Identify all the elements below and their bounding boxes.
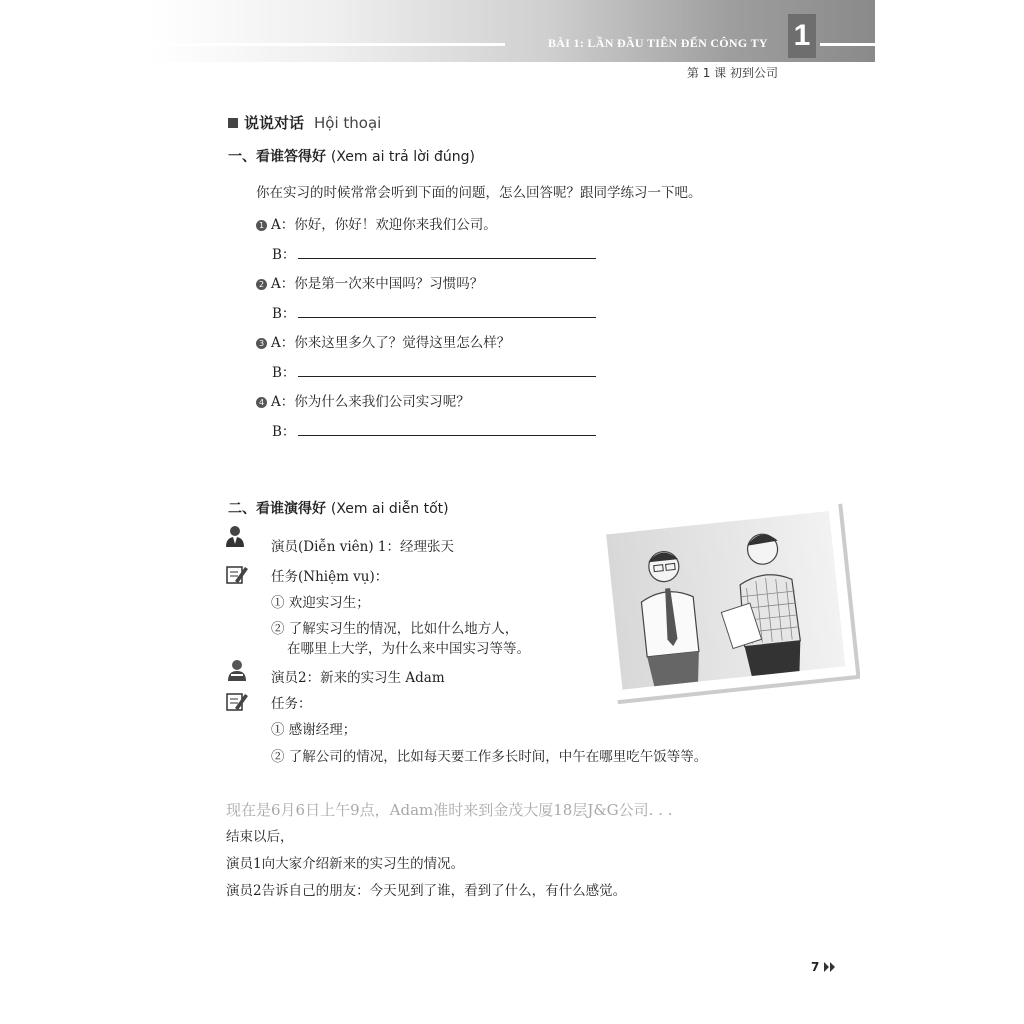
answer-line-2[interactable] [298,317,596,318]
question-4 [256,390,470,410]
part1-heading-vi: (Xem ai trả lời đúng) [330,149,475,165]
section-title [228,112,381,133]
next-arrows-icon [824,961,836,975]
number-circle-icon: 2 [256,279,267,290]
task1-item-1: ① 欢迎实习生； [271,595,370,611]
question-text: A：你好，你好！欢迎你来我们公司。 [271,217,497,233]
scenario-line-3: 演员2告诉自己的朋友：今天见到了谁，看到了什么，有什么感觉。 [226,883,627,899]
actor2-icon [226,658,248,680]
task2-item-1: ① 感谢经理； [271,722,357,738]
part2-heading-vi: (Xem ai diễn tốt) [330,501,449,517]
task1-item-2-cont: 在哪里上大学，为什么来中国实习等等。 [287,641,530,657]
task1-item-2: ② 了解实习生的情况，比如什么地方人， [271,621,519,637]
task1-label: 任务(Nhiệm vụ)： [271,569,389,585]
number-circle-icon: 4 [256,397,267,408]
answer-line-3[interactable] [298,376,596,377]
page-number-text: 7 [811,960,820,974]
answer-label-1: B： [272,247,296,263]
task2-label: 任务： [271,696,312,712]
section-title-zh: 说说对话 [244,114,305,132]
section-square-icon [228,118,238,128]
question-1 [256,213,497,233]
scenario-line-1: 结束以后， [226,829,294,845]
lesson-title: BÀI 1: LẦN ĐẦU TIÊN ĐẾN CÔNG TY [548,36,768,50]
lesson-number: 1 [788,14,816,58]
header-divider-right [820,43,875,46]
answer-line-4[interactable] [298,435,596,436]
number-circle-icon: 3 [256,338,267,349]
question-2 [256,272,483,292]
part1-instruction: 你在实习的时候常常会听到下面的问题，怎么回答呢？跟同学练习一下吧。 [256,185,702,201]
answer-line-1[interactable] [298,258,596,259]
actor2-label: 演员2：新来的实习生 Adam [271,670,445,686]
part2-heading [228,498,449,518]
task2-item-2: ② 了解公司的情况，比如每天要工作多长时间，中午在哪里吃午饭等等。 [271,749,708,765]
scenario-intro: 现在是6月6日上午9点，Adam准时来到金茂大厦18层J&G公司. . . [226,801,673,819]
part1-heading-zh: 一、看谁答得好 [228,149,326,165]
part1-heading [228,146,475,166]
answer-label-2: B： [272,306,296,322]
actor1-label: 演员(Diễn viên) 1：经理张天 [271,539,454,555]
answer-label-4: B： [272,424,296,440]
question-text: A：你来这里多久了？觉得这里怎么样？ [271,335,511,351]
answer-label-3: B： [272,365,296,381]
scenario-line-2: 演员1向大家介绍新来的实习生的情况。 [226,856,465,872]
section-title-vi: Hội thoại [314,113,382,132]
header-divider [150,43,505,46]
illustration-photo [598,498,860,708]
actor1-icon [224,524,246,546]
part2-heading-zh: 二、看谁演得好 [228,501,326,517]
header-bar [150,0,875,62]
lesson-subtitle: 第 1 课 初到公司 [686,66,778,80]
page-number [811,960,836,975]
question-text: A：你为什么来我们公司实习呢？ [271,394,470,410]
task-pencil-icon [225,563,247,585]
number-circle-icon: 1 [256,220,267,231]
question-text: A：你是第一次来中国吗？习惯吗？ [271,276,484,292]
task-pencil-icon [225,690,247,712]
question-3 [256,331,510,351]
